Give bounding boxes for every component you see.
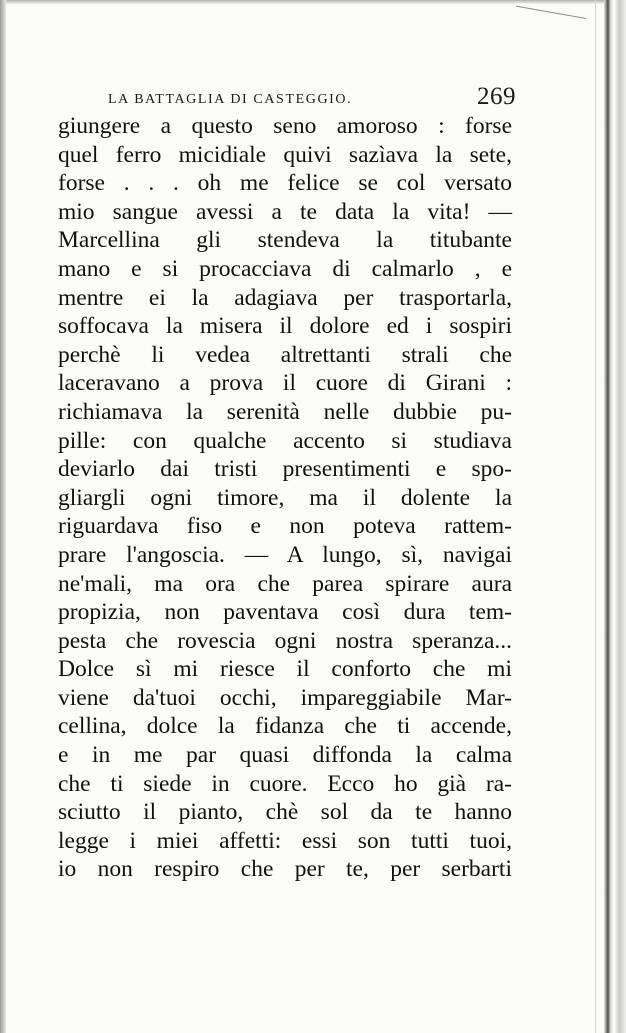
text-line: Dolce sì mi riesce il conforto che mi (58, 656, 512, 683)
text-line: pesta che rovescia ogni nostra speranza... (58, 627, 512, 654)
text-line: richiamava la serenità nelle dubbie pu- (58, 398, 512, 425)
text-line: laceravano a prova il cuore di Girani : (58, 370, 512, 397)
gutter-line (595, 0, 596, 1033)
text-line: legge i miei affetti: essi son tutti tuoi, (58, 827, 512, 854)
book-gutter (604, 0, 626, 1033)
text-line: io non respiro che per te, per serbarti (58, 856, 512, 883)
text-line: forse . . . oh me felice se col versato (58, 170, 512, 197)
text-line: mano e si procacciava di calmarlo , e (58, 255, 512, 282)
text-line: e in me par quasi diffonda la calma (58, 742, 512, 769)
text-line: ne'mali, ma ora che parea spirare aura (58, 570, 512, 597)
text-line: perchè li vedea altrettanti strali che (58, 341, 512, 368)
text-line: Marcellina gli stendeva la titubante (58, 227, 512, 254)
text-line: mio sangue avessi a te data la vita! — (58, 198, 512, 225)
text-line: prare l'angoscia. — A lungo, sì, navigai (58, 541, 512, 568)
text-line: riguardava fiso e non poteva rattem- (58, 513, 512, 540)
page-number: 269 (477, 83, 516, 110)
text-line: gliargli ogni timore, ma il dolente la (58, 484, 512, 511)
corner-fold (516, 0, 586, 19)
text-line: sciutto il pianto, chè sol da te hanno (58, 799, 512, 826)
text-line: deviarlo dai tristi presentimenti e spo- (58, 456, 512, 483)
text-line: propizia, non paventava così dura tem- (58, 599, 512, 626)
text-line: giungere a questo seno amoroso : forse (58, 113, 512, 139)
page-left-edge (0, 0, 6, 1033)
running-title: LA BATTAGLIA DI CASTEGGIO. (108, 92, 353, 107)
text-line: mentre ei la adagiava per trasportarla, (58, 284, 512, 311)
text-line: pille: con qualche accento si studiava (58, 427, 512, 454)
text-line: viene da'tuoi occhi, impareggiabile Mar- (58, 684, 512, 711)
body-text (58, 112, 512, 884)
text-line: quel ferro micidiale quivi sazìava la sete, (58, 141, 512, 168)
text-line: soffocava la misera il dolore ed i sospiri (58, 313, 512, 340)
page-header (108, 83, 516, 113)
text-line: cellina, dolce la fidanza che ti accende, (58, 713, 512, 740)
text-line: che ti siede in cuore. Ecco ho già ra- (58, 770, 512, 797)
